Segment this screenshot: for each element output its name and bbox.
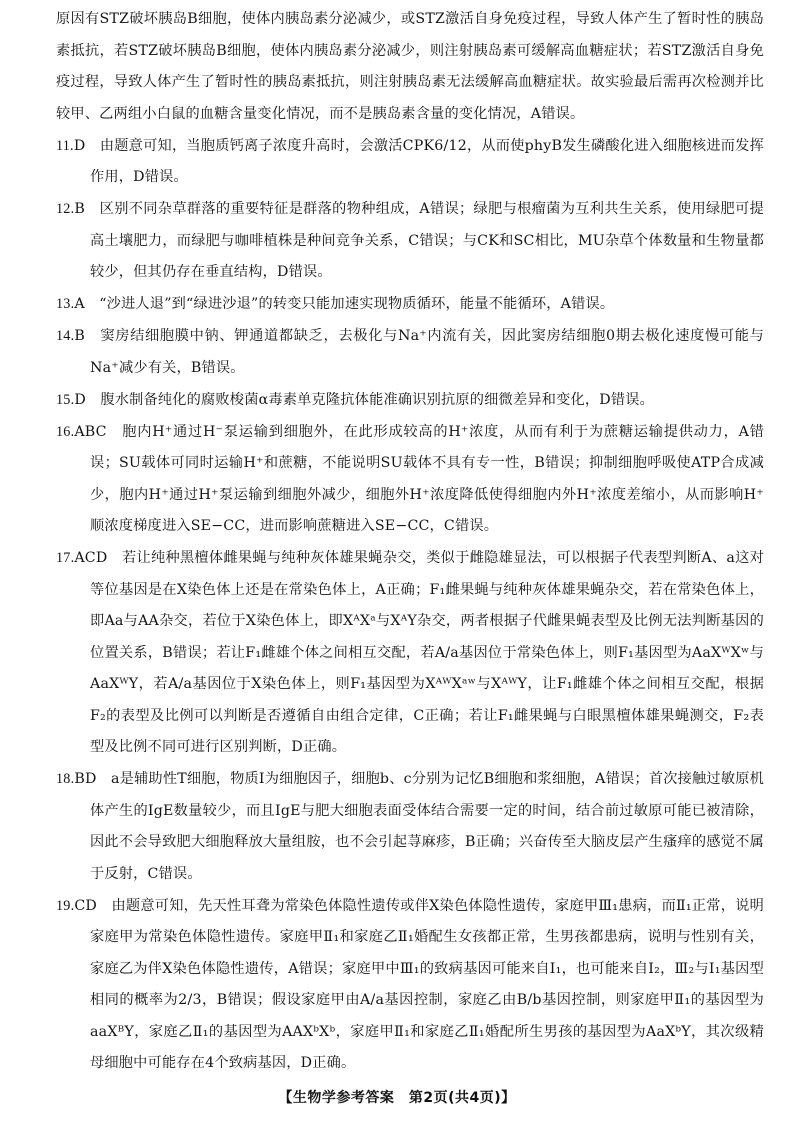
item-answer: A	[74, 296, 85, 312]
item-number: 16.	[56, 423, 75, 440]
item-answer: CD	[74, 897, 97, 914]
answer-item-19	[56, 891, 764, 1080]
answer-page	[56, 4, 764, 1080]
answer-item-16	[56, 417, 764, 543]
intro-paragraph: 原因有STZ破坏胰岛B细胞，使体内胰岛素分泌减少，或STZ激活自身免疫过程，导致人体产生了暂时性的胰岛素抵抗，若STZ破坏胰岛B细胞，使体内胰岛素分泌减少，则注射胰岛素可缓解高血糖症状；若STZ激活自身免疫过程，导致人体产生了暂时性的胰岛素抵抗，则注射胰岛素无法缓解高血糖症状。故实验最后需再次检测并比较甲、乙两组小白鼠的血糖含量变化情况，而不是胰岛素含量的变化情况，A错误。	[56, 11, 764, 122]
page-footer: 【生物学参考答案 第2页(共4页)】	[278, 1090, 516, 1106]
item-number: 12.	[56, 201, 75, 217]
item-answer: D	[73, 137, 86, 154]
answer-item-11	[56, 131, 764, 194]
answer-item-13	[56, 289, 764, 321]
item-number: 17.	[56, 550, 75, 566]
answer-item-15	[56, 385, 764, 417]
answer-item-12	[56, 194, 764, 289]
answer-item-17	[56, 543, 764, 764]
item-answer: B	[74, 201, 85, 217]
item-explanation: 由题意可知，当胞质钙离子浓度升高时，会激活CPK6/12，从而使phyB发生磷酸化进入细胞核进而发挥作用，D错误。	[90, 137, 764, 185]
item-number: 19.	[56, 897, 75, 914]
answer-item-18	[56, 764, 764, 890]
answer-item-14	[56, 321, 764, 384]
item-number: 11.	[56, 137, 74, 154]
item-answer: ACD	[74, 550, 108, 566]
item-answer: ABC	[74, 423, 107, 440]
answer-list	[56, 131, 764, 1080]
item-explanation: 腹水制备纯化的腐败梭菌α毒素单克隆抗体能准确识别抗原的细微差异和变化，D错误。	[100, 391, 655, 408]
item-explanation: a是辅助性T细胞，物质Ⅰ为细胞因子，细胞b、c分别为记忆B细胞和浆细胞，A错误；首次接触过敏原机体产生的IgE数量较少，而且IgE与肥大细胞表面受体结合需要一定的时间，结合前过敏原可能已被清除，因此不会导致肥大细胞释放大量组胺，也不会引起荨麻疹，B正确；兴奋传至大脑皮层产生瘙痒的感觉不属于反射，C错误。	[90, 771, 765, 882]
item-explanation: “沙进人退”到“绿进沙退”的转变只能加速实现物质循环，能量不能循环，A错误。	[99, 296, 615, 312]
item-answer: B	[74, 328, 85, 344]
item-answer: BD	[74, 771, 97, 787]
item-explanation: 区别不同杂草群落的重要特征是群落的物种组成，A错误；绿肥与根瘤菌为互利共生关系，使用绿肥可提高土壤肥力，而绿肥与咖啡植株是种间竞争关系，C错误；与CK和SC相比，MU杂草个体数量和生物量都较少，但其仍存在垂直结构，D错误。	[90, 201, 765, 280]
item-explanation: 胞内H⁺通过H⁻泵运输到细胞外，在此形成较高的H⁺浓度，从而有利于为蔗糖运输提供动力，A错误；SU载体可同时运输H⁺和蔗糖，不能说明SU载体不具有专一性，B错误；抑制细胞呼吸使ATP合成减少，胞内H⁺通过H⁺泵运输到细胞外减少，细胞外H⁺浓度降低使得细胞内外H⁺浓度差缩小，从而影响H⁺顺浓度梯度进入SE−CC，进而影响蔗糖进入SE−CC，C错误。	[90, 423, 764, 534]
item-number: 14.	[56, 328, 75, 344]
item-number: 18.	[56, 771, 75, 787]
item-explanation: 由题意可知，先天性耳聋为常染色体隐性遗传或伴X染色体隐性遗传，家庭甲Ⅲ₁患病，而Ⅱ₁正常，说明家庭甲为常染色体隐性遗传。家庭甲Ⅱ₁和家庭乙Ⅱ₁婚配生女孩都正常，生男孩都患病，说明与性别有关，家庭乙为伴X染色体隐性遗传，A错误；家庭甲中Ⅲ₁的致病基因可能来自Ⅰ₁，也可能来自Ⅰ₂，Ⅲ₂与Ⅰ₁基因型相同的概率为2/3，B错误；假设家庭甲由A/a基因控制，家庭乙由B/b基因控制，则家庭甲Ⅱ₁的基因型为aaXᴮY，家庭乙Ⅱ₁的基因型为AAXᵇXᵇ，家庭甲Ⅱ₁和家庭乙Ⅱ₁婚配所生男孩的基因型为AaXᵇY，其次级精母细胞中可能存在4个致病基因，D正确。	[90, 897, 764, 1071]
item-explanation: 窦房结细胞膜中钠、钾通道都缺乏，去极化与Na⁺内流有关，因此窦房结细胞0期去极化速度慢可能与Na⁺减少有关，B错误。	[90, 328, 764, 376]
item-number: 13.	[56, 296, 75, 312]
item-answer: D	[74, 391, 86, 408]
item-explanation: 若让纯种黑檀体雌果蝇与纯种灰体雄果蝇杂交，类似于雌隐雄显法，可以根据子代表型判断A、a这对等位基因是在X染色体上还是在常染色体上，A正确；F₁雌果蝇与纯种灰体雄果蝇杂交，若在常染色体上，即Aa与AA杂交，若位于X染色体上，即XᴬXᵃ与XᴬY杂交，两者根据子代雌果蝇表型及比例无法判断基因的位置关系，B错误；若让F₁雌雄个体之间相互交配，若A/a基因位于常染色体上，则F₁基因型为AaXᵂXʷ与AaXᵂY，若A/a基因位于X染色体上，则F₁基因型为XᴬᵂXᵃʷ与XᴬᵂY，让F₁雌雄个体之间相互交配，根据F₂的表型及比例可以判断是否遵循自由组合定律，C正确；若让F₁雌果蝇与白眼黑檀体雄果蝇测交，F₂表型及比例不同可进行区别判断，D正确。	[90, 550, 765, 755]
item-number: 15.	[56, 391, 75, 408]
